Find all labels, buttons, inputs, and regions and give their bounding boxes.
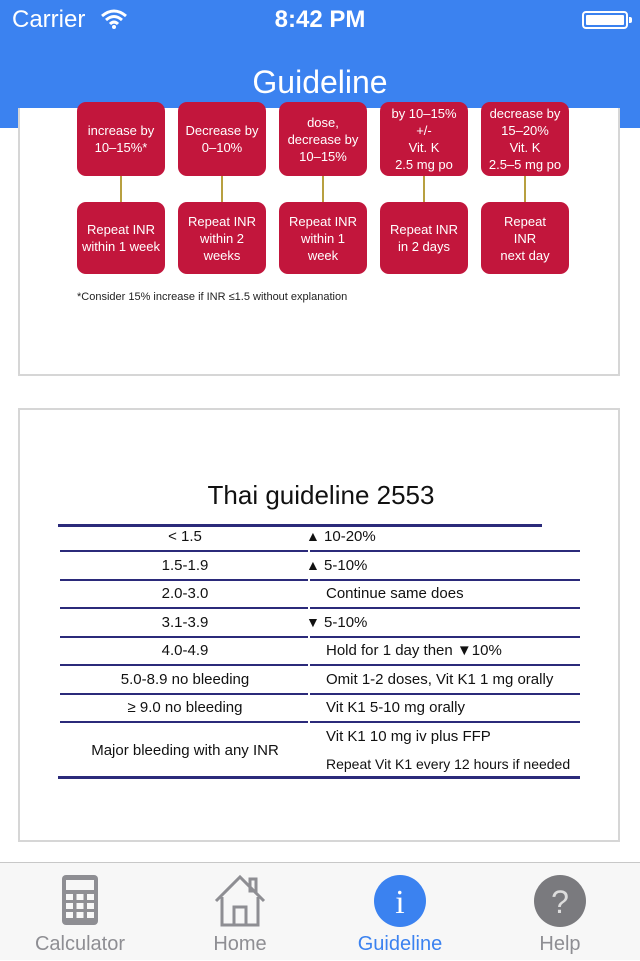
flow-connector xyxy=(524,176,526,202)
help-icon xyxy=(532,873,588,929)
table-row-rule xyxy=(310,664,580,666)
table-row-rule xyxy=(60,607,308,609)
action-text: 10-20% xyxy=(324,528,376,545)
tab-label: Help xyxy=(539,933,581,955)
tab-guideline[interactable] xyxy=(320,863,480,961)
table-cell-action xyxy=(326,642,502,659)
table-row-rule xyxy=(310,636,580,638)
battery-icon xyxy=(582,11,628,29)
flow-action-box: dose, decrease by 10–15% xyxy=(279,102,367,176)
action-text: Vit K1 10 mg iv plus FFP xyxy=(326,728,491,745)
action-text: Vit K1 5-10 mg orally xyxy=(326,699,465,716)
table-row-rule xyxy=(310,579,580,581)
table-row-rule xyxy=(310,693,580,695)
flow-connector xyxy=(120,176,122,202)
info-icon xyxy=(372,873,428,929)
tab-home[interactable] xyxy=(160,863,320,961)
table-cell-action-2: Repeat Vit K1 every 12 hours if needed xyxy=(326,756,571,772)
arrow-up-icon: ▲ xyxy=(306,528,320,544)
action-text: Omit 1-2 doses, Vit K1 1 mg orally xyxy=(326,671,554,688)
table-row-rule xyxy=(60,664,308,666)
tab-label: Guideline xyxy=(357,933,443,955)
table-row-rule xyxy=(60,579,308,581)
svg-text:i: i xyxy=(395,884,405,921)
table-cell-action xyxy=(326,671,553,688)
clock: 8:42 PM xyxy=(274,6,366,33)
svg-text:?: ? xyxy=(551,884,569,920)
thai-guideline-card xyxy=(18,408,620,842)
table-top-rule xyxy=(58,524,542,527)
flow-action-box: decrease by 15–20% Vit. K 2.5–5 mg po xyxy=(481,102,569,176)
table-cell-action xyxy=(306,614,367,631)
action-text: 5-10% xyxy=(324,557,368,574)
arrow-down-icon: ▼ xyxy=(306,614,320,630)
flow-followup-box: Repeat INR next day xyxy=(481,202,569,274)
table-cell-inr: 2.0-3.0 xyxy=(161,585,209,602)
arrow-up-icon: ▲ xyxy=(306,557,320,573)
table-row-rule xyxy=(60,636,308,638)
tab-label: Calculator xyxy=(34,933,126,955)
status-bar xyxy=(0,0,640,40)
table-cell-inr: 3.1-3.9 xyxy=(161,614,209,631)
action-text: 5-10% xyxy=(324,614,368,631)
flow-followup-box: Repeat INR within 1 week xyxy=(77,202,165,274)
table-cell-inr: Major bleeding with any INR xyxy=(91,742,279,759)
table-row-rule xyxy=(310,550,580,552)
guideline-content[interactable] xyxy=(0,106,640,862)
table-title: Thai guideline 2553 xyxy=(207,480,435,510)
flow-action-box: increase by 10–15%* xyxy=(77,102,165,176)
table-cell-inr: 5.0-8.9 no bleeding xyxy=(120,671,250,688)
table-bottom-rule xyxy=(58,776,580,779)
home-icon xyxy=(212,873,268,929)
calculator-icon xyxy=(52,873,108,929)
table-cell-inr: < 1.5 xyxy=(168,528,202,545)
flow-connector xyxy=(221,176,223,202)
tab-bar xyxy=(0,862,640,960)
table-row-rule xyxy=(60,693,308,695)
table-row-rule xyxy=(310,721,580,723)
tab-label: Home xyxy=(213,933,267,955)
flow-action-box: by 10–15% +/- Vit. K 2.5 mg po xyxy=(380,102,468,176)
table-cell-action xyxy=(326,728,491,745)
table-row-rule xyxy=(310,607,580,609)
action-text: Hold for 1 day then ▼10% xyxy=(326,642,502,659)
flow-followup-box: Repeat INR within 1 week xyxy=(279,202,367,274)
carrier-label: Carrier xyxy=(12,6,86,33)
table-cell-action xyxy=(306,557,367,574)
flowchart xyxy=(20,108,618,348)
flow-followup-box: Repeat INR within 2 weeks xyxy=(178,202,266,274)
flow-action-box: Decrease by 0–10% xyxy=(178,102,266,176)
flowchart-footnote: *Consider 15% increase if INR ≤1.5 without explanation xyxy=(77,291,348,303)
table-cell-action xyxy=(326,699,465,716)
table-row-rule xyxy=(60,721,308,723)
table-cell-action xyxy=(326,585,464,602)
flow-connector xyxy=(322,176,324,202)
page-title: Guideline xyxy=(252,64,388,100)
flow-followup-box: Repeat INR in 2 days xyxy=(380,202,468,274)
table-row-rule xyxy=(60,550,308,552)
action-text: Continue same does xyxy=(326,585,464,602)
table-cell-inr: 4.0-4.9 xyxy=(161,642,209,659)
tab-calculator[interactable] xyxy=(0,863,160,961)
tab-help[interactable] xyxy=(480,863,640,961)
table-cell-action xyxy=(306,528,376,545)
table-cell-inr: 1.5-1.9 xyxy=(161,557,209,574)
table-cell-inr: ≥ 9.0 no bleeding xyxy=(127,699,243,716)
flowchart-card xyxy=(18,108,620,376)
flow-connector xyxy=(423,176,425,202)
